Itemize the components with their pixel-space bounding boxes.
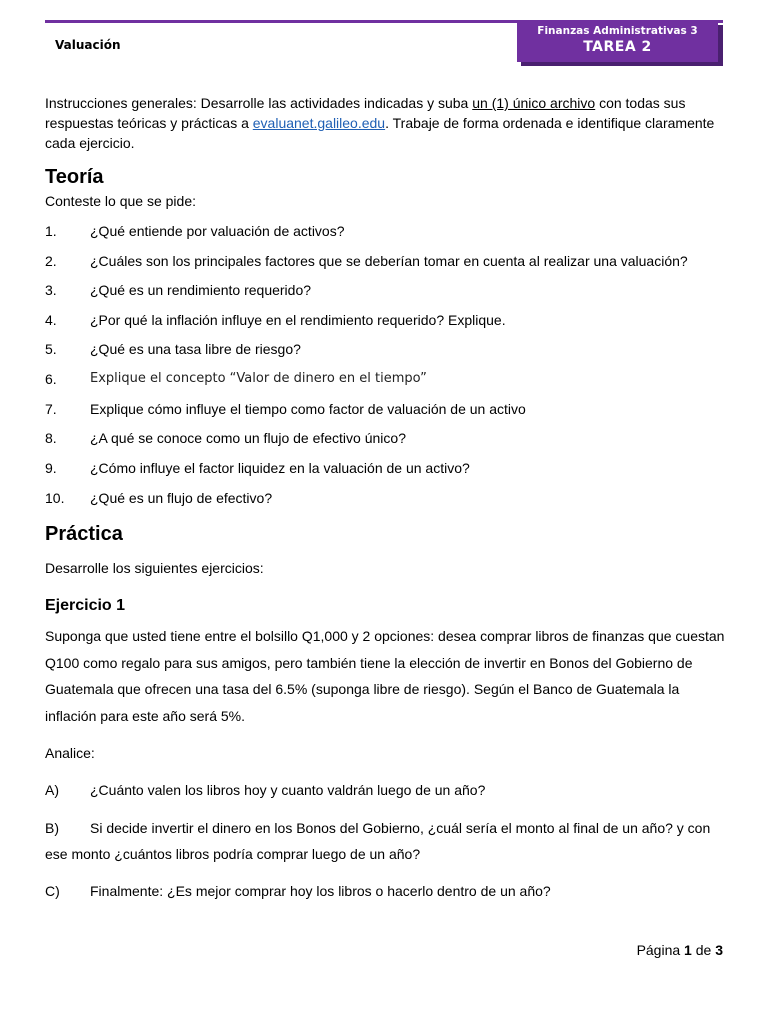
current-page: 1	[684, 942, 692, 958]
question-number: 5.	[45, 341, 57, 357]
assignment-title: TAREA 2	[583, 39, 652, 55]
question-number: 7.	[45, 401, 57, 417]
header-left-title: Valuación	[55, 38, 121, 52]
question-number: 8.	[45, 430, 57, 446]
question-text: ¿Por qué la inflación influye en el rendimiento requerido? Explique.	[90, 312, 506, 328]
general-instructions	[45, 93, 725, 153]
theory-heading: Teoría	[45, 166, 104, 188]
option-label: C)	[45, 883, 60, 899]
intro-text-1: Instrucciones generales: Desarrolle las actividades indicadas y suba	[45, 95, 473, 111]
course-name: Finanzas Administrativas 3	[537, 25, 698, 37]
exercise-option	[45, 878, 735, 904]
question-text: ¿Cuáles son los principales factores que se deberían tomar en cuenta al realizar una valuación?	[90, 253, 688, 269]
question-text: ¿Qué entiende por valuación de activos?	[90, 223, 345, 239]
intro-underlined: un (1) único archivo	[472, 95, 596, 111]
exercise-title: Ejercicio 1	[45, 597, 126, 614]
question-number: 2.	[45, 253, 57, 269]
exercise-option	[45, 777, 735, 803]
question-number: 10.	[45, 490, 65, 506]
option-label: B)	[45, 820, 59, 836]
intro-text-3: . Trabaje de forma ordenada e identifique claramente cada ejercicio.	[45, 115, 715, 151]
practice-heading: Práctica	[45, 523, 123, 545]
question-number: 1.	[45, 223, 57, 239]
question-number: 4.	[45, 312, 57, 328]
of-word: de	[695, 942, 712, 958]
question-text: ¿A qué se conoce como un flujo de efectivo único?	[90, 430, 406, 446]
assignment-badge	[517, 21, 718, 62]
question-number: 9.	[45, 460, 57, 476]
question-text: Explique el concepto “Valor de dinero en el tiempo”	[90, 371, 427, 386]
question-number: 3.	[45, 282, 57, 298]
analyze-label: Analice:	[45, 745, 95, 761]
option-text: ¿Cuánto valen los libros hoy y cuanto valdrán luego de un año?	[90, 782, 486, 798]
exercise-option	[45, 815, 735, 867]
exercise-body: Suponga que usted tiene entre el bolsillo Q1,000 y 2 opciones: desea comprar libros de finanzas que cuestan Q100 como regalo para sus amigos, pero también tiene la elección de invertir en Bonos del Gobierno de Guatemala que ofrecen una tasa del 6.5% (suponga libre de riesgo). Según el Banco de Guatemala la inflación para este año será 5%.	[45, 628, 725, 724]
option-text: Si decide invertir el dinero en los Bonos del Gobierno, ¿cuál sería el monto al final de un año? y con ese monto ¿cuántos libros podría comprar luego de un año?	[45, 820, 711, 862]
total-pages: 3	[715, 942, 723, 958]
option-text: Finalmente: ¿Es mejor comprar hoy los libros o hacerlo dentro de un año?	[90, 883, 551, 899]
theory-subheading: Conteste lo que se pide:	[45, 193, 196, 209]
page-number	[637, 942, 723, 958]
practice-subheading: Desarrolle los siguientes ejercicios:	[45, 560, 264, 576]
option-label: A)	[45, 782, 59, 798]
page-word: Página	[636, 942, 681, 958]
question-number: 6.	[45, 371, 57, 387]
question-text: ¿Qué es un rendimiento requerido?	[90, 282, 312, 298]
question-text: ¿Qué es un flujo de efectivo?	[90, 490, 273, 506]
question-text: Explique cómo influye el tiempo como factor de valuación de un activo	[90, 401, 526, 417]
question-text: ¿Cómo influye el factor liquidez en la valuación de un activo?	[90, 460, 470, 476]
question-text: ¿Qué es una tasa libre de riesgo?	[90, 341, 301, 357]
intro-text-2: con todas sus respuestas teóricas y prácticas a	[45, 95, 686, 131]
evaluanet-link[interactable]: evaluanet.galileo.edu	[252, 115, 386, 131]
